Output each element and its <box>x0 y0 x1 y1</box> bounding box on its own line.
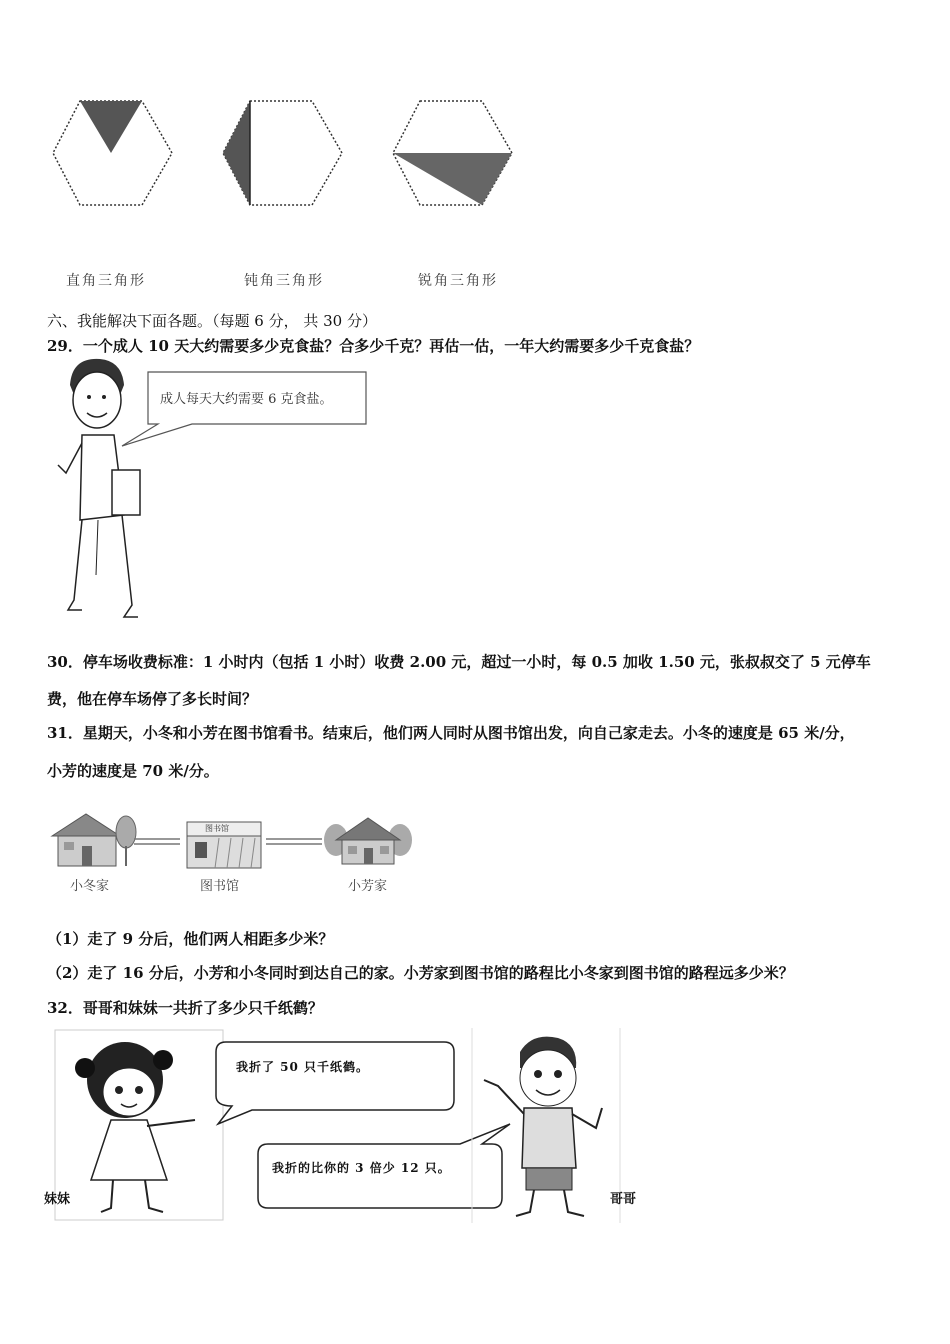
xiaodong-house-icon <box>48 810 138 870</box>
label-xiaofang-home: 小芳家 <box>348 879 388 894</box>
section-title: 六、我能解决下面各题。（每题 6 分， 共 30 分） <box>47 312 377 330</box>
bubble-girl-text: 我折了 50 只千纸鹤。 <box>236 1060 370 1074</box>
label-acute-triangle: 锐角三角形 <box>418 273 498 289</box>
label-girl: 妹妹 <box>44 1192 71 1207</box>
girl-illustration <box>55 1030 223 1222</box>
library-sign: 图书馆 <box>205 824 229 833</box>
question-32: 32．哥哥和妹妹一共折了多少只千纸鹤？ <box>47 999 323 1017</box>
label-obtuse-triangle: 钝角三角形 <box>244 273 324 289</box>
question-29: 29．一个成人 10 天大约需要多少克食盐？合多少千克？再估一估，一年大约需要多少千克食盐？ <box>47 337 700 355</box>
hexagon-right-triangle <box>50 98 175 208</box>
label-boy: 哥哥 <box>610 1192 637 1207</box>
question-31-line2: 小芳的速度是 70 米/分。 <box>47 762 219 780</box>
question-30-line1: 30．停车场收费标准：1 小时内（包括 1 小时）收费 2.00 元，超过一小时，每 0.5 加收 1.50 元，张叔叔交了 5 元停车 <box>47 653 871 671</box>
road-left <box>134 838 180 846</box>
speech-bubble-girl <box>212 1040 457 1125</box>
label-xiaodong-home: 小冬家 <box>70 879 110 894</box>
question-31-sub2: （2）走了 16 分后，小芳和小冬同时到达自己的家。小芳家到图书馆的路程比小冬家到图书馆的路程远多少米？ <box>47 964 794 982</box>
hexagon-acute-triangle <box>390 98 515 208</box>
label-right-triangle: 直角三角形 <box>66 273 146 289</box>
xiaofang-house-icon <box>322 810 414 870</box>
speech-bubble-29 <box>120 370 370 450</box>
bubble-boy-text: 我折的比你的 3 倍少 12 只。 <box>272 1161 451 1175</box>
road-right <box>266 838 322 846</box>
question-31-line1: 31．星期天，小冬和小芳在图书馆看书。结束后，他们两人同时从图书馆出发，向自己家走去。小冬的速度是 65 米/分， <box>47 724 855 742</box>
hexagon-obtuse-triangle <box>220 98 345 208</box>
boy-illustration <box>472 1028 622 1226</box>
question-31-sub1: （1）走了 9 分后，他们两人相距多少米？ <box>47 930 334 948</box>
question-30-line2: 费，他在停车场停了多长时间？ <box>47 690 258 708</box>
label-library: 图书馆 <box>200 879 240 894</box>
bubble-29-text: 成人每天大约需要 6 克食盐。 <box>160 392 333 407</box>
